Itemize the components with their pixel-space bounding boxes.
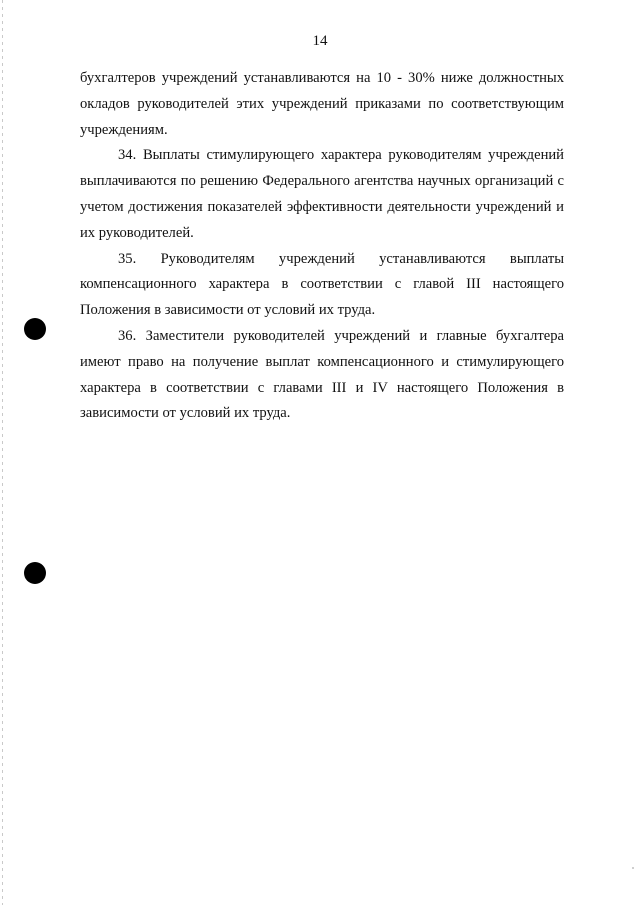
scan-edge-line — [2, 0, 3, 905]
paragraph-34: 34. Выплаты стимулирующего характера руководителям учреждений выплачиваются по решению Федерального агентства научных организаций с учетом достижения показателей эффективности деятельности учреждений и их руководителей. — [80, 147, 564, 241]
punch-hole-mark — [24, 318, 46, 340]
paragraph-36: 36. Заместители руководителей учреждений и главные бухгалтера имеют право на получение выплат компенсационного и стимулирующего характера в соответствии с главами III и IV настоящего Положения в зависимости от условий их труда. — [80, 327, 564, 422]
page-number: 14 — [312, 33, 328, 49]
paragraph-35: 35. Руководителям учреждений устанавливаются выплаты компенсационного характера в соответствии с главой III настоящего Положения в зависимости от условий их труда. — [80, 250, 564, 319]
paragraph-continuation: бухгалтеров учреждений устанавливаются на 10 - 30% ниже должностных окладов руководителей этих учреждений приказами по соответствующим учреждениям. — [80, 70, 564, 138]
body-text — [80, 66, 564, 427]
punch-hole-mark — [24, 562, 46, 584]
scan-speck — [632, 867, 634, 869]
